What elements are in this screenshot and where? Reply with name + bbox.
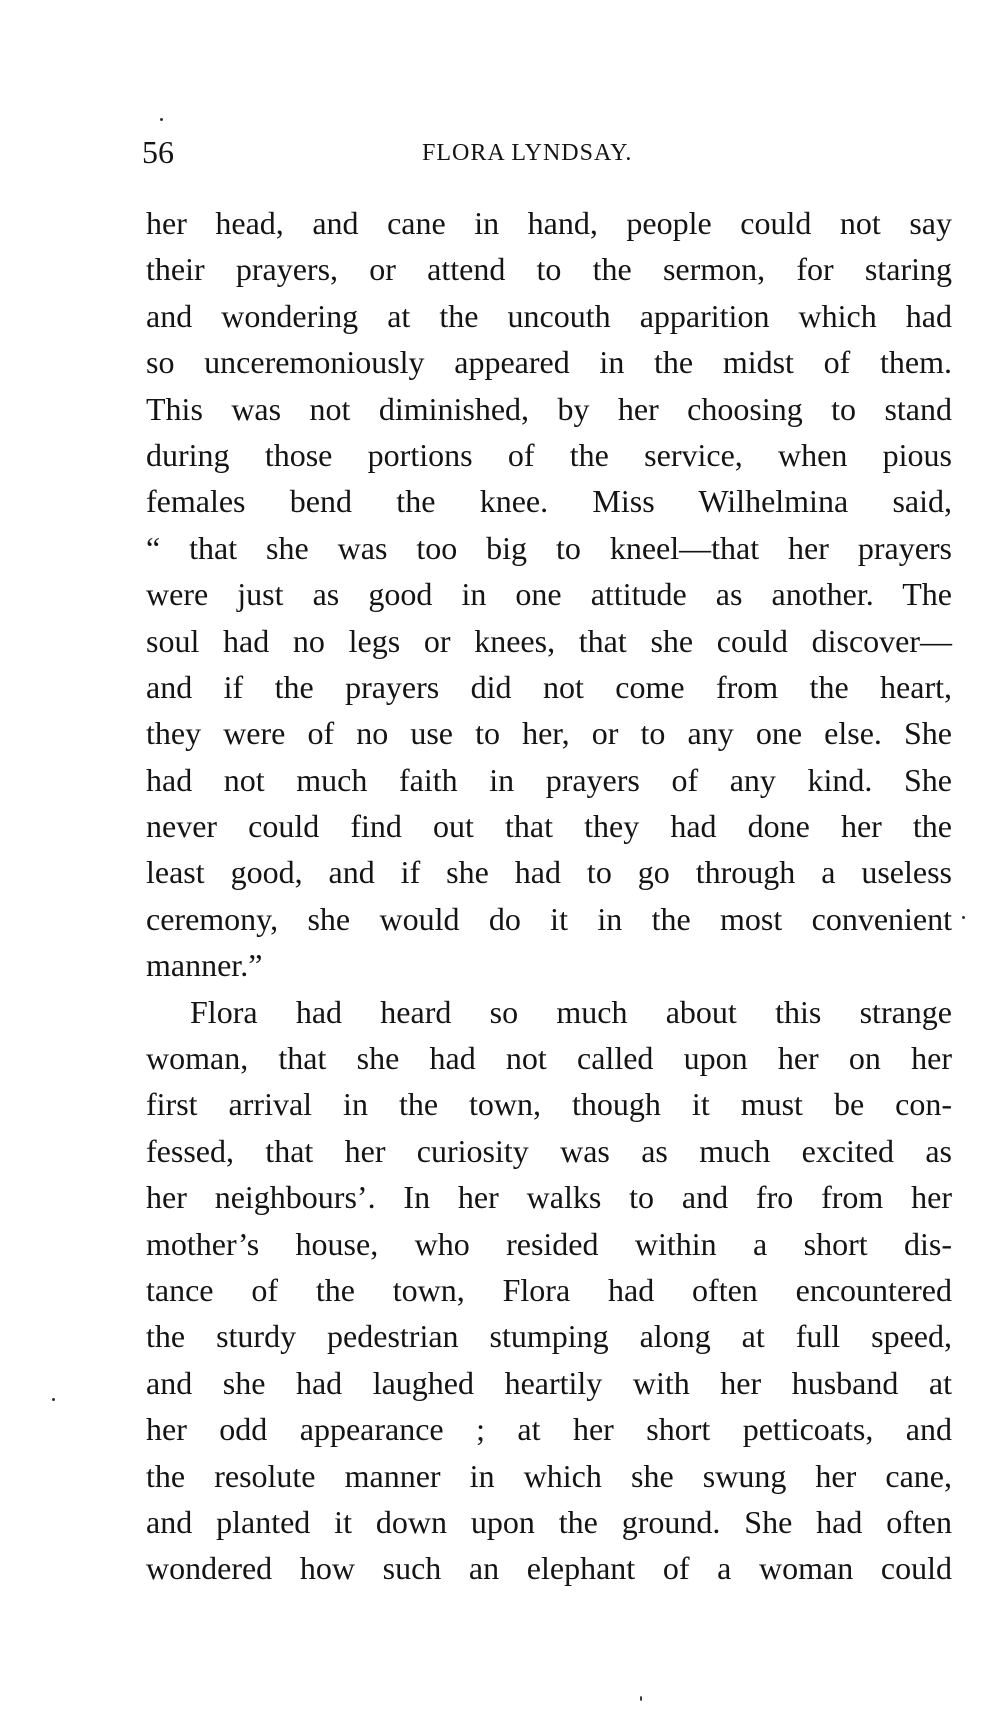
running-title: FLORA LYNDSAY. xyxy=(422,140,633,166)
text-line: wondered how such an elephant of a woman could xyxy=(146,1550,952,1587)
text-line: and wondering at the uncouth apparition which had xyxy=(146,297,952,334)
text-line: Flora had heard so much about this strange xyxy=(190,993,952,1030)
print-speck xyxy=(962,916,965,919)
text-line: and if the prayers did not come from the heart, xyxy=(146,668,952,705)
text-line: were just as good in one attitude as another. The xyxy=(146,576,952,613)
text-line: woman, that she had not called upon her on her xyxy=(146,1040,952,1077)
text-line: during those portions of the service, when pious xyxy=(146,436,952,473)
print-speck xyxy=(160,118,163,121)
text-line: “ that she was too big to kneel—that her prayers xyxy=(146,529,952,566)
text-line: they were of no use to her, or to any one else. She xyxy=(146,715,952,752)
text-line: first arrival in the town, though it must be con- xyxy=(146,1086,952,1123)
text-line: least good, and if she had to go through a useless xyxy=(146,854,952,891)
text-line: females bend the knee. Miss Wilhelmina said, xyxy=(146,483,952,520)
text-line: her head, and cane in hand, people could not say xyxy=(146,205,952,241)
text-line: soul had no legs or knees, that she could discover— xyxy=(146,622,952,659)
text-line: the sturdy pedestrian stumping along at full speed, xyxy=(146,1318,952,1355)
text-line: mother’s house, who resided within a short dis- xyxy=(146,1225,952,1262)
text-line: manner.” xyxy=(146,947,263,984)
text-line: never could find out that they had done her the xyxy=(146,808,952,845)
text-line: her neighbours’. In her walks to and fro from her xyxy=(146,1179,952,1216)
page-header xyxy=(142,128,948,178)
text-line: ceremony, she would do it in the most convenient xyxy=(146,900,952,937)
text-line: the resolute manner in which she swung her cane, xyxy=(146,1457,952,1494)
page-number: 56 xyxy=(142,134,174,170)
text-line: This was not diminished, by her choosing to stand xyxy=(146,390,952,427)
text-line: their prayers, or attend to the sermon, for staring xyxy=(146,251,952,288)
text-line: her odd appearance ; at her short petticoats, and xyxy=(146,1411,952,1448)
text-line: tance of the town, Flora had often encountered xyxy=(146,1271,952,1308)
print-speck xyxy=(52,1398,55,1401)
body-text xyxy=(146,200,952,1592)
print-speck xyxy=(640,1696,642,1701)
text-line: had not much faith in prayers of any kind. She xyxy=(146,761,952,798)
text-line: and she had laughed heartily with her husband at xyxy=(146,1364,952,1401)
text-line: and planted it down upon the ground. She had often xyxy=(146,1503,952,1540)
text-line: fessed, that her curiosity was as much excited as xyxy=(146,1132,952,1169)
text-line: so unceremoniously appeared in the midst of them. xyxy=(146,344,952,381)
